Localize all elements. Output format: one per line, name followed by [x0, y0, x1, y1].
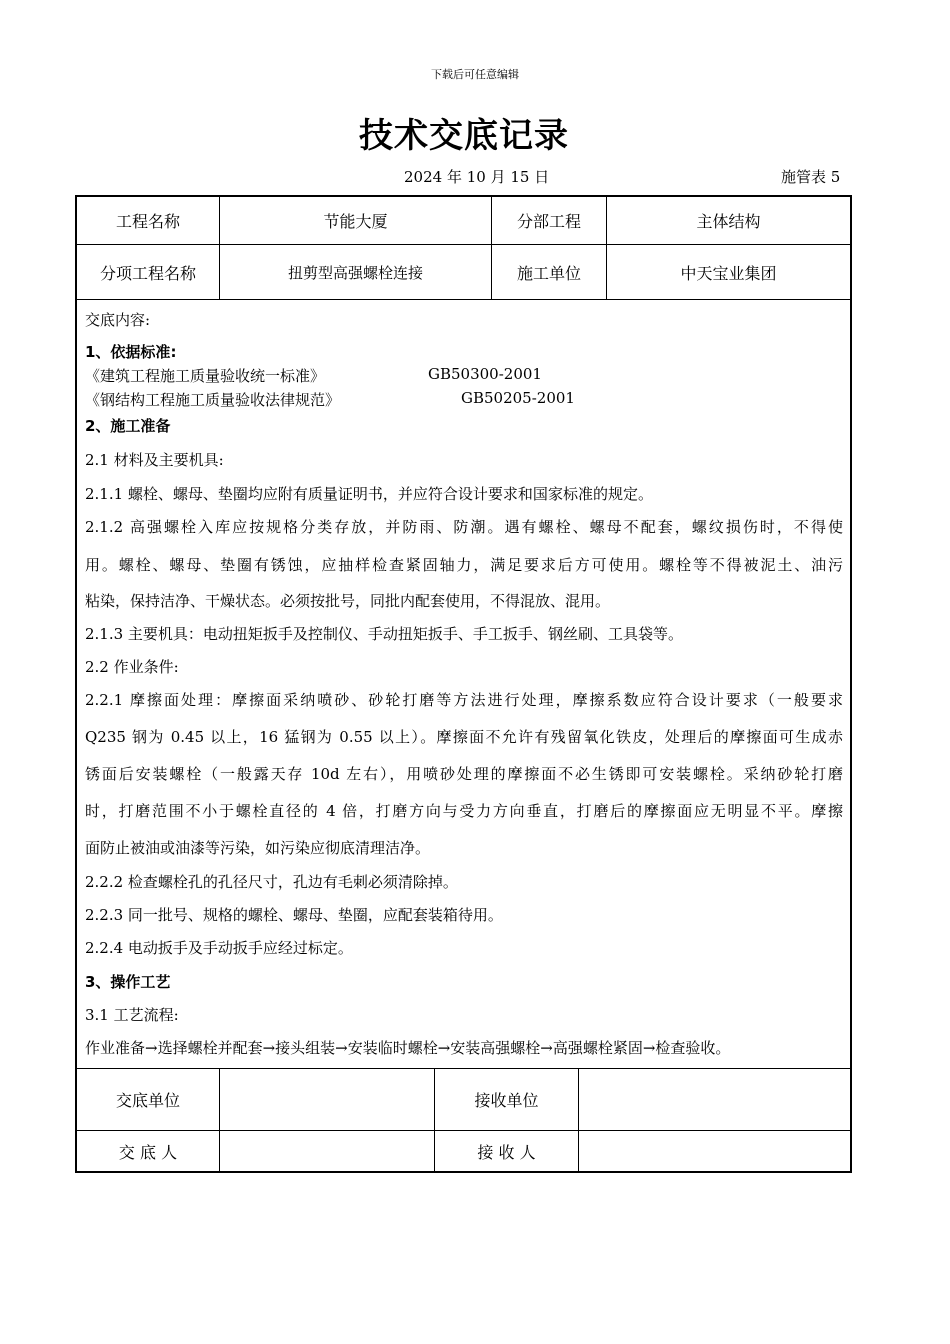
- division-label: 分部工程: [516, 212, 581, 231]
- subitem-value: 扭剪型高强螺栓连接: [287, 263, 423, 282]
- item-2-1: 2.1 材料及主要机具:: [85, 451, 224, 469]
- item-2-2-1-line3: 锈面后安装螺栓（一般露天存 10d 左右），用喷砂处理的摩擦面不必生锈即可安装螺栓。采纳砂轮打磨: [85, 765, 843, 783]
- page-title: 技术交底记录: [359, 116, 569, 156]
- division-value: 主体结构: [696, 212, 761, 231]
- content-intro: 交底内容:: [85, 311, 151, 329]
- project-name-value: 节能大厦: [323, 212, 388, 231]
- item-2-1-1: 2.1.1 螺栓、螺母、垫圈均应附有质量证明书，并应符合设计要求和国家标准的规定。: [85, 485, 653, 503]
- item-2-1-3: 2.1.3 主要机具：电动扭矩扳手及控制仪、手动扭矩扳手、手工扳手、钢丝刷、工具袋等。: [85, 625, 683, 643]
- form-number: 施管表 5: [781, 168, 841, 186]
- issuer-person-label: 交 底 人: [118, 1142, 178, 1162]
- standard-1-code: GB50300-2001: [428, 365, 542, 383]
- section-2-heading: 2、施工准备: [85, 417, 171, 435]
- item-2-2-1-line5: 面防止被油或油漆等污染，如污染应彻底清理洁净。: [85, 839, 431, 857]
- item-3-1: 3.1 工艺流程:: [85, 1006, 179, 1024]
- item-2-2: 2.2 作业条件:: [85, 658, 179, 676]
- record-date: 2024 年 10 月 15 日: [404, 168, 550, 186]
- issuer-unit-field[interactable]: [220, 1069, 434, 1130]
- item-2-2-3: 2.2.3 同一批号、规格的螺栓、螺母、垫圈，应配套装箱待用。: [85, 906, 503, 924]
- receiver-unit-label: 接收单位: [474, 1091, 539, 1110]
- item-2-2-4: 2.2.4 电动扳手及手动扳手应经过标定。: [85, 939, 353, 957]
- process-flow: 作业准备→选择螺栓并配套→接头组装→安装临时螺栓→安装高强螺栓→高强螺栓紧固→检查验收。: [85, 1039, 731, 1057]
- item-2-1-2-line1: 2.1.2 高强螺栓入库应按规格分类存放，并防雨、防潮。遇有螺栓、螺母不配套，螺纹损伤时，不得使: [85, 518, 843, 536]
- item-2-1-2-line2: 用。螺栓、螺母、垫圈有锈蚀，应抽样检查紧固轴力，满足要求后方可使用。螺栓等不得被泥土、油污: [85, 556, 843, 574]
- item-2-2-1-line4: 时，打磨范围不小于螺栓直径的 4 倍，打磨方向与受力方向垂直，打磨后的摩擦面应无明显不平。摩擦: [85, 802, 843, 820]
- record-table: [75, 195, 852, 1173]
- section-3-heading: 3、操作工艺: [85, 973, 171, 991]
- subitem-label: 分项工程名称: [99, 263, 196, 283]
- receiver-unit-field[interactable]: [579, 1069, 850, 1130]
- item-2-2-2: 2.2.2 检查螺栓孔的孔径尺寸，孔边有毛刺必须清除掉。: [85, 873, 458, 891]
- issuer-person-field[interactable]: [220, 1131, 434, 1171]
- item-2-1-2-line3: 粘染，保持洁净、干燥状态。必须按批号，同批内配套使用，不得混放、混用。: [85, 592, 611, 610]
- contractor-label: 施工单位: [516, 263, 581, 283]
- receiver-person-field[interactable]: [579, 1131, 850, 1171]
- section-1-heading: 1、依据标准:: [85, 343, 177, 361]
- header-note: 下载后可任意编辑: [431, 68, 519, 81]
- standard-2-code: GB50205-2001: [461, 389, 575, 407]
- item-2-2-1-line2: Q235 钢为 0.45 以上，16 猛钢为 0.55 以上）。摩擦面不允许有残留氧化铁皮，处理后的摩擦面可生成赤: [85, 728, 843, 746]
- receiver-person-label: 接 收 人: [477, 1142, 536, 1162]
- item-2-2-1-line1: 2.2.1 摩擦面处理：摩擦面采纳喷砂、砂轮打磨等方法进行处理，摩擦系数应符合设计要求（一般要求: [85, 691, 843, 709]
- standard-2-name: 《钢结构工程施工质量验收法律规范》: [85, 391, 341, 409]
- standard-1-name: 《建筑工程施工质量验收统一标准》: [85, 367, 326, 385]
- project-name-label: 工程名称: [115, 212, 180, 231]
- row-divider: [77, 299, 850, 300]
- contractor-value: 中天宝业集团: [680, 263, 777, 283]
- issuer-unit-label: 交底单位: [115, 1091, 180, 1110]
